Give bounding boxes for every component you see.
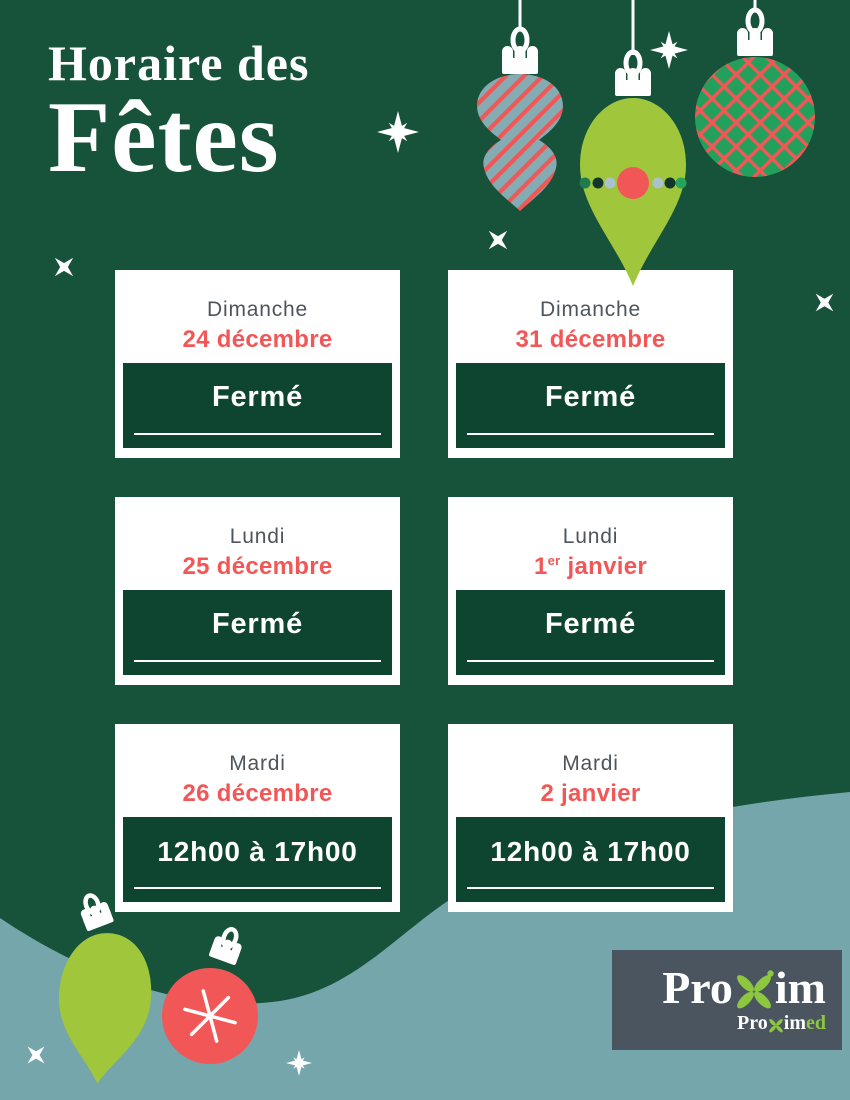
hours-panel [123, 363, 392, 448]
proxim-petal-x-icon [734, 970, 774, 1010]
card-header [115, 270, 400, 363]
date-tail: janvier [560, 553, 647, 580]
hours-panel [123, 590, 392, 675]
day-label: Dimanche [207, 298, 308, 321]
hours-underline [134, 660, 381, 662]
logo-text-post: im [774, 962, 826, 1014]
hours-underline [467, 433, 714, 435]
schedule-card-dec24 [115, 270, 400, 458]
sublogo-text-pre: Pro [737, 1011, 768, 1034]
plaid-ball-ornament-icon [688, 0, 822, 185]
hours-panel [456, 590, 725, 675]
eight-point-star-icon [286, 1050, 312, 1076]
proximed-petal-x-icon [768, 1017, 784, 1033]
date-main: 24 décembre [182, 326, 333, 353]
eight-point-star-icon [377, 111, 419, 153]
hours-underline [467, 887, 714, 889]
sublogo-text-suffix: ed [806, 1011, 826, 1034]
date-superscript: er [547, 553, 561, 568]
date-label [534, 554, 647, 579]
hours-text: 12h00 à 17h00 [157, 835, 358, 867]
date-label [182, 781, 332, 806]
proxim-logo [662, 962, 826, 1014]
day-label: Mardi [229, 752, 286, 775]
eight-point-star-icon [650, 31, 688, 69]
hours-text: 12h00 à 17h00 [490, 835, 691, 867]
logo-text-pre: Pro [662, 962, 733, 1014]
hours-text: Fermé [544, 608, 637, 640]
day-label: Mardi [562, 752, 619, 775]
date-label [515, 327, 665, 352]
date-label [182, 554, 332, 579]
date-main: 25 décembre [182, 553, 333, 580]
card-header [448, 724, 733, 817]
card-header [115, 497, 400, 590]
day-label: Lundi [562, 525, 619, 548]
red-snowflake-ball-ornament-icon [162, 925, 258, 1064]
day-label: Lundi [229, 525, 286, 548]
title-line2: Fêtes [48, 81, 280, 194]
day-label: Dimanche [540, 298, 641, 321]
date-main: 31 décembre [515, 326, 666, 353]
hours-text: Fermé [211, 381, 304, 413]
card-header [448, 497, 733, 590]
poster-title [48, 35, 310, 194]
lime-teardrop-ornament-icon [52, 888, 160, 1088]
proximed-logo [737, 1011, 826, 1034]
hours-panel [456, 817, 725, 902]
hours-text: Fermé [544, 381, 637, 413]
hours-underline [134, 433, 381, 435]
sublogo-text-mid: im [783, 1011, 806, 1034]
schedule-card-dec25 [115, 497, 400, 685]
card-header [115, 724, 400, 817]
schedule-card-jan2 [448, 724, 733, 912]
schedule-card-jan1 [448, 497, 733, 685]
date-label [540, 781, 640, 806]
hours-panel [456, 363, 725, 448]
proxim-logo-box [612, 950, 842, 1050]
date-label [182, 327, 332, 352]
hours-underline [467, 660, 714, 662]
title-line1: Horaire des [48, 35, 310, 91]
date-main: 1 [534, 553, 548, 580]
date-main: 26 décembre [182, 780, 333, 807]
date-main: 2 janvier [540, 780, 641, 807]
hours-text: Fermé [211, 608, 304, 640]
